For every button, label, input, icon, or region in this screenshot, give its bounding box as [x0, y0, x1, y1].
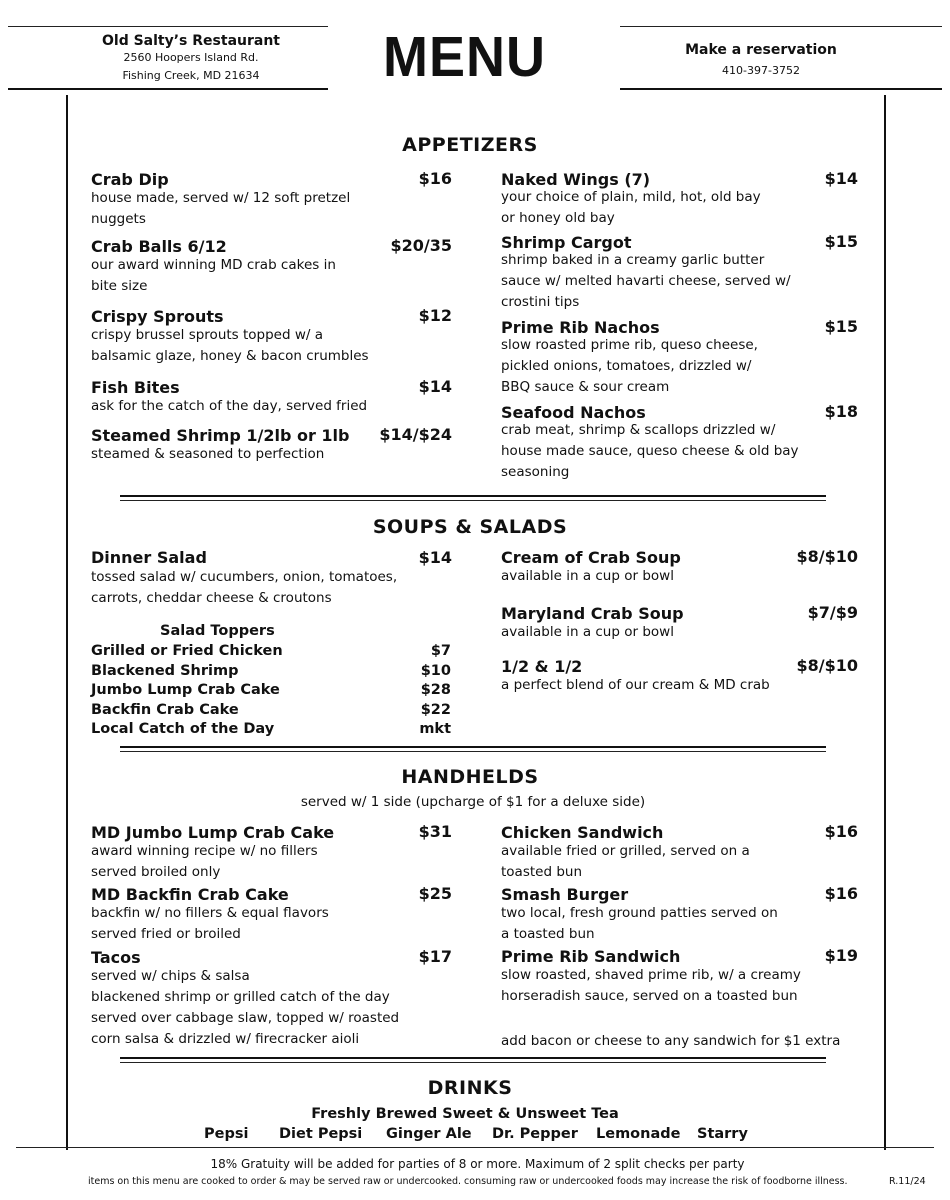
- item-desc-md-backfin-crab-cake: backfin w/ no fillers & equal flavors: [91, 905, 329, 921]
- topper-blackened-shrimp: Blackened Shrimp: [91, 663, 239, 679]
- item-desc-tacos: blackened shrimp or grilled catch of the day: [91, 989, 390, 1005]
- item-price-shrimp-cargot: $15: [824, 232, 858, 251]
- frame-left: [66, 95, 68, 1150]
- item-desc-prime-rib-nachos: pickled onions, tomatoes, drizzled w/: [501, 358, 752, 374]
- item-price-md-backfin-crab-cake: $25: [418, 884, 452, 903]
- header-rule-top-right: [620, 26, 942, 27]
- footer-revision: R.11/24: [889, 1176, 926, 1187]
- handhelds-subtitle: served w/ 1 side (upcharge of $1 for a deluxe side): [300, 794, 646, 810]
- item-price-crab-balls-6-12: $20/35: [390, 236, 452, 255]
- item-name-chicken-sandwich: Chicken Sandwich: [501, 823, 664, 842]
- section-title-appetizers: APPETIZERS: [402, 134, 538, 156]
- item-name-seafood-nachos: Seafood Nachos: [501, 403, 646, 422]
- phone-number[interactable]: 410-397-3752: [722, 64, 800, 77]
- item-desc-crab-balls-6-12: bite size: [91, 278, 148, 294]
- topper-price-blackened-shrimp: $10: [420, 663, 451, 679]
- item-desc-tacos: served over cabbage slaw, topped w/ roasted: [91, 1010, 400, 1026]
- item-price-steamed-shrimp-1-2lb-or-1lb: $14/$24: [379, 425, 452, 444]
- dinner-salad-price: $14: [418, 548, 452, 567]
- item-desc-md-jumbo-lump-crab-cake: served broiled only: [91, 864, 221, 880]
- dinner-salad-desc-2: carrots, cheddar cheese & croutons: [91, 590, 332, 606]
- item-name-shrimp-cargot: Shrimp Cargot: [501, 233, 632, 252]
- item-desc-seafood-nachos: house made sauce, queso cheese & old bay: [501, 443, 799, 459]
- item-desc-seafood-nachos: crab meat, shrimp & scallops drizzled w/: [501, 422, 776, 438]
- item-price-prime-rib-sandwich: $19: [824, 946, 858, 965]
- item-desc-prime-rib-nachos: slow roasted prime rib, queso cheese,: [501, 337, 758, 353]
- item-price-crispy-sprouts: $12: [418, 306, 452, 325]
- item-name-md-backfin-crab-cake: MD Backfin Crab Cake: [91, 885, 289, 904]
- divider-2b: [120, 751, 826, 752]
- drink-lemonade: Lemonade: [596, 1126, 681, 1142]
- item-price-seafood-nachos: $18: [824, 402, 858, 421]
- footer-disclaimer: items on this menu are cooked to order & may be served raw or undercooked. consuming raw or undercooked foods may increase the risk of foodborne illness.: [88, 1176, 848, 1187]
- item-price-md-jumbo-lump-crab-cake: $31: [418, 822, 452, 841]
- item-price-maryland-crab-soup: $7/$9: [807, 603, 858, 622]
- item-name-1-2-1-2: 1/2 & 1/2: [501, 657, 583, 676]
- item-price-fish-bites: $14: [418, 377, 452, 396]
- item-desc-crab-dip: house made, served w/ 12 soft pretzel: [91, 190, 351, 206]
- item-name-prime-rib-nachos: Prime Rib Nachos: [501, 318, 660, 337]
- reservation-label[interactable]: Make a reservation: [685, 42, 837, 58]
- drink-dr-pepper: Dr. Pepper: [492, 1126, 578, 1142]
- item-price-prime-rib-nachos: $15: [824, 317, 858, 336]
- drink-starry: Starry: [697, 1126, 748, 1142]
- item-desc-1-2-1-2: a perfect blend of our cream & MD crab: [501, 677, 770, 693]
- item-desc-naked-wings-7: your choice of plain, mild, hot, old bay: [501, 189, 761, 205]
- item-name-cream-of-crab-soup: Cream of Crab Soup: [501, 548, 681, 567]
- item-price-tacos: $17: [418, 947, 452, 966]
- item-desc-fish-bites: ask for the catch of the day, served fried: [91, 398, 368, 414]
- drink-diet-pepsi: Diet Pepsi: [279, 1126, 363, 1142]
- item-desc-chicken-sandwich: available fried or grilled, served on a: [501, 843, 750, 859]
- item-name-steamed-shrimp-1-2lb-or-1lb: Steamed Shrimp 1/2lb or 1lb: [91, 426, 350, 445]
- item-name-crab-balls-6-12: Crab Balls 6/12: [91, 237, 227, 256]
- item-name-fish-bites: Fish Bites: [91, 378, 180, 397]
- item-desc-smash-burger: two local, fresh ground patties served on: [501, 905, 778, 921]
- item-desc-maryland-crab-soup: available in a cup or bowl: [501, 624, 674, 640]
- item-desc-md-jumbo-lump-crab-cake: award winning recipe w/ no fillers: [91, 843, 318, 859]
- item-name-crab-dip: Crab Dip: [91, 170, 169, 189]
- item-desc-crab-balls-6-12: our award winning MD crab cakes in: [91, 257, 336, 273]
- item-name-smash-burger: Smash Burger: [501, 885, 629, 904]
- item-desc-naked-wings-7: or honey old bay: [501, 210, 615, 226]
- item-desc-cream-of-crab-soup: available in a cup or bowl: [501, 568, 674, 584]
- item-name-prime-rib-sandwich: Prime Rib Sandwich: [501, 947, 681, 966]
- address-line1: 2560 Hoopers Island Rd.: [123, 51, 259, 64]
- frame-right: [884, 95, 886, 1150]
- topper-price-jumbo-lump-crab-cake: $28: [420, 682, 451, 698]
- item-desc-crispy-sprouts: crispy brussel sprouts topped w/ a: [91, 327, 323, 343]
- salad-toppers-title: Salad Toppers: [160, 623, 275, 639]
- item-price-chicken-sandwich: $16: [824, 822, 858, 841]
- divider-3a: [120, 1057, 826, 1059]
- item-name-naked-wings-7: Naked Wings (7): [501, 170, 651, 189]
- topper-price-backfin-crab-cake: $22: [420, 702, 451, 718]
- handhelds-note: add bacon or cheese to any sandwich for $1 extra: [501, 1033, 841, 1049]
- item-desc-md-backfin-crab-cake: served fried or broiled: [91, 926, 241, 942]
- item-price-smash-burger: $16: [824, 884, 858, 903]
- topper-grilled-or-fried-chicken: Grilled or Fried Chicken: [91, 643, 283, 659]
- topper-local-catch-of-the-day: Local Catch of the Day: [91, 721, 275, 737]
- topper-jumbo-lump-crab-cake: Jumbo Lump Crab Cake: [91, 682, 280, 698]
- item-price-1-2-1-2: $8/$10: [796, 656, 858, 675]
- section-title-drinks: DRINKS: [427, 1077, 513, 1099]
- section-title-handhelds: HANDHELDS: [401, 766, 539, 788]
- divider-3b: [120, 1062, 826, 1063]
- address-line2: Fishing Creek, MD 21634: [122, 69, 260, 82]
- item-name-maryland-crab-soup: Maryland Crab Soup: [501, 604, 684, 623]
- header-rule-bottom-left: [8, 88, 328, 90]
- dinner-salad-name: Dinner Salad: [91, 548, 207, 567]
- item-desc-crab-dip: nuggets: [91, 211, 146, 227]
- divider-1a: [120, 495, 826, 497]
- drinks-tea: Freshly Brewed Sweet & Unsweet Tea: [311, 1106, 619, 1122]
- item-desc-smash-burger: a toasted bun: [501, 926, 595, 942]
- item-name-tacos: Tacos: [91, 948, 141, 967]
- footer-gratuity: 18% Gratuity will be added for parties of 8 or more. Maximum of 2 split checks per party: [210, 1157, 745, 1171]
- drink-ginger-ale: Ginger Ale: [386, 1126, 472, 1142]
- item-desc-prime-rib-sandwich: slow roasted, shaved prime rib, w/ a creamy: [501, 967, 801, 983]
- item-price-cream-of-crab-soup: $8/$10: [796, 547, 858, 566]
- item-desc-prime-rib-sandwich: horseradish sauce, served on a toasted bun: [501, 988, 798, 1004]
- item-desc-crispy-sprouts: balsamic glaze, honey & bacon crumbles: [91, 348, 369, 364]
- item-price-crab-dip: $16: [418, 169, 452, 188]
- divider-2a: [120, 746, 826, 748]
- topper-backfin-crab-cake: Backfin Crab Cake: [91, 702, 239, 718]
- menu-title: MENU: [383, 25, 546, 89]
- item-name-crispy-sprouts: Crispy Sprouts: [91, 307, 224, 326]
- topper-price-grilled-or-fried-chicken: $7: [430, 643, 451, 659]
- item-desc-prime-rib-nachos: BBQ sauce & sour cream: [501, 379, 670, 395]
- dinner-salad-desc-1: tossed salad w/ cucumbers, onion, tomatoes,: [91, 569, 398, 585]
- footer-rule: [16, 1147, 934, 1148]
- item-desc-shrimp-cargot: shrimp baked in a creamy garlic butter: [501, 252, 765, 268]
- item-desc-seafood-nachos: seasoning: [501, 464, 570, 480]
- restaurant-name: Old Salty’s Restaurant: [102, 33, 280, 49]
- item-desc-steamed-shrimp-1-2lb-or-1lb: steamed & seasoned to perfection: [91, 446, 325, 462]
- item-desc-shrimp-cargot: crostini tips: [501, 294, 580, 310]
- section-title-soups: SOUPS & SALADS: [372, 516, 568, 538]
- header-rule-top-left: [8, 26, 328, 27]
- item-desc-tacos: corn salsa & drizzled w/ firecracker aioli: [91, 1031, 360, 1047]
- divider-1b: [120, 500, 826, 501]
- item-desc-chicken-sandwich: toasted bun: [501, 864, 582, 880]
- item-desc-shrimp-cargot: sauce w/ melted havarti cheese, served w/: [501, 273, 791, 289]
- item-price-naked-wings-7: $14: [824, 169, 858, 188]
- item-name-md-jumbo-lump-crab-cake: MD Jumbo Lump Crab Cake: [91, 823, 335, 842]
- header-rule-bottom-right: [620, 88, 942, 90]
- drink-pepsi: Pepsi: [204, 1126, 249, 1142]
- topper-price-local-catch-of-the-day: mkt: [419, 721, 451, 737]
- item-desc-tacos: served w/ chips & salsa: [91, 968, 250, 984]
